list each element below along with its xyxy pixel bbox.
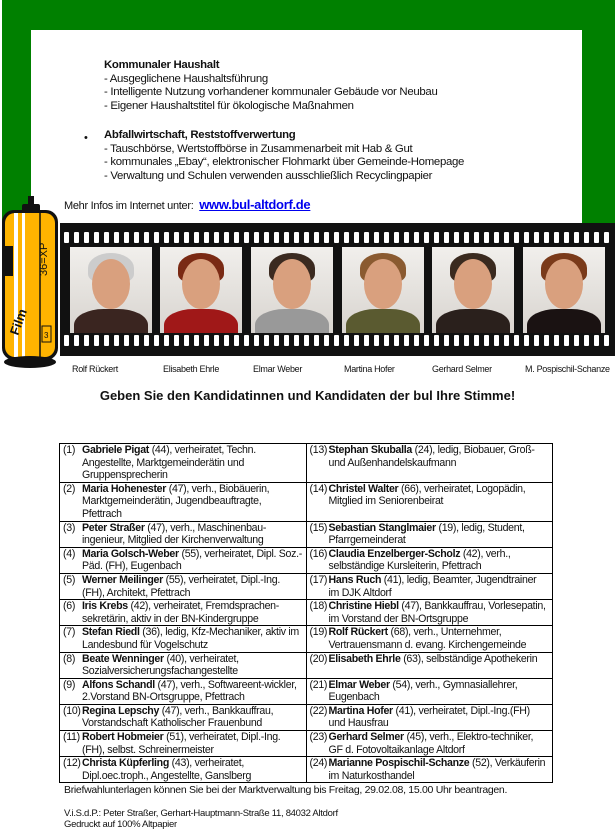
perforation-hole xyxy=(494,335,499,346)
candidate-details: (54), verh., Gymnasiallehrer, Eugenbach xyxy=(328,678,518,704)
candidate-name: Regina Lepschy xyxy=(82,704,160,717)
candidate-details: (24), ledig, Biobauer, Groß- und Außenhandelskaufmann xyxy=(328,444,535,469)
perforation-hole xyxy=(424,335,429,346)
perforation-hole xyxy=(74,335,79,346)
perforation-hole xyxy=(384,232,389,243)
perforation-hole xyxy=(84,232,89,243)
more-info-text: Mehr Infos im Internet unter: xyxy=(64,200,194,212)
table-row xyxy=(60,573,553,599)
candidate-details: (47), verh., Maschinenbau-ingenieur, Mitglied der Kirchenverwaltung xyxy=(82,521,267,547)
candidate-details: (52), Verkäuferin im Naturkosthandel xyxy=(328,757,546,782)
table-row xyxy=(60,626,553,652)
perforation-hole xyxy=(74,232,79,243)
candidate-number: (18) xyxy=(309,600,328,613)
candidate-number: (19) xyxy=(309,626,328,639)
perforation-hole xyxy=(124,232,129,243)
candidate-number: (23) xyxy=(309,731,328,744)
perforation-hole xyxy=(454,232,459,243)
list-item: - kommunales „Ebay“, elektronischer Flohmarkt über Gemeinde-Homepage xyxy=(104,156,465,169)
perforation-hole xyxy=(454,335,459,346)
perforation-hole xyxy=(94,232,99,243)
candidate-details: (43), verheiratet, Dipl.oec.troph., Angestellte, Ganslberg xyxy=(82,757,252,782)
candidate-photo xyxy=(523,247,605,333)
more-info xyxy=(64,197,310,212)
candidate-number: (5) xyxy=(63,573,76,586)
perforation-hole xyxy=(144,232,149,243)
perforation-hole xyxy=(334,335,339,346)
candidate-name: Beate Wenninger xyxy=(82,652,164,665)
candidate-number: (20) xyxy=(309,652,328,665)
list-item: - Ausgeglichene Haushaltsführung xyxy=(104,72,268,85)
perforation-hole xyxy=(204,335,209,346)
perforation-hole xyxy=(154,232,159,243)
section-abfallwirtschaft xyxy=(104,129,464,183)
perforation-hole xyxy=(344,232,349,243)
perforation-hole xyxy=(404,335,409,346)
photo-caption: Martina Hofer xyxy=(344,364,395,374)
perforation-hole xyxy=(244,232,249,243)
candidate-name: Sebastian Stanglmaier xyxy=(328,521,436,534)
film-count-label: 36=XP xyxy=(38,242,50,276)
perforation-hole xyxy=(64,335,69,346)
candidate-details: (55), verheiratet, Dipl.-Ing.(FH), Architekt, Pfettrach xyxy=(82,573,280,599)
perforation-hole xyxy=(274,232,279,243)
candidate-details: (45), verh., Elektro-techniker, GF d. Fotovoltaikanlage Altdorf xyxy=(328,731,534,756)
perforation-hole xyxy=(314,335,319,346)
perforation-hole xyxy=(484,232,489,243)
perforation-hole xyxy=(194,232,199,243)
candidate-name: Christine Hiebl xyxy=(328,600,399,613)
perforation-hole xyxy=(104,232,109,243)
candidate-table xyxy=(59,443,553,783)
candidate-name: Christa Küpferling xyxy=(82,757,170,770)
perforation-hole xyxy=(264,232,269,243)
perforation-hole xyxy=(164,232,169,243)
perforation-hole xyxy=(404,232,409,243)
candidate-photo xyxy=(160,247,242,333)
photo-caption: Elmar Weber xyxy=(253,364,303,374)
perforation-hole xyxy=(474,232,479,243)
perforation-hole xyxy=(344,335,349,346)
perforation-hole xyxy=(564,335,569,346)
perforation-hole xyxy=(224,335,229,346)
perforation-hole xyxy=(444,335,449,346)
perforation-hole xyxy=(304,232,309,243)
table-row xyxy=(60,600,553,626)
candidate-number: (4) xyxy=(63,547,76,560)
perforation-hole xyxy=(254,335,259,346)
perforation-hole xyxy=(284,232,289,243)
perforation-hole xyxy=(584,232,589,243)
candidate-cell xyxy=(60,547,307,573)
perforation-hole xyxy=(534,232,539,243)
candidate-name: Claudia Enzelberger-Scholz xyxy=(328,547,461,560)
candidate-cell xyxy=(60,704,307,730)
perforation-hole xyxy=(84,335,89,346)
candidate-number: (22) xyxy=(309,704,328,717)
candidate-cell xyxy=(60,600,307,626)
perforation-hole xyxy=(164,335,169,346)
table-row xyxy=(60,704,553,730)
candidate-details: (42), verheiratet, Fremdsprachen-sekretärin, aktiv in der BN-Kindergruppe xyxy=(82,600,279,625)
perforation-hole xyxy=(324,232,329,243)
list-item: - Intelligente Nutzung vorhandener kommunaler Gebäude vor Neubau xyxy=(104,86,438,99)
perforation-hole xyxy=(384,335,389,346)
list-item: - Tauschbörse, Wertstoffbörse in Zusammenarbeit mit Hab & Gut xyxy=(104,142,413,155)
table-row xyxy=(60,678,553,704)
perforation-hole xyxy=(284,335,289,346)
candidate-number: (15) xyxy=(309,521,328,534)
candidate-cell xyxy=(306,626,553,652)
candidate-number: (9) xyxy=(63,678,76,691)
perforation-hole xyxy=(174,232,179,243)
page-heading: Geben Sie den Kandidatinnen und Kandidaten der bul Ihre Stimme! xyxy=(99,388,516,403)
candidate-number: (14) xyxy=(309,482,328,495)
film-label: Film xyxy=(6,306,30,338)
candidate-details: (47), verh., Bankkauffrau, Vorstandschaft Katholischer Frauenbund xyxy=(82,704,274,730)
perforation-hole xyxy=(444,232,449,243)
candidate-name: Peter Straßer xyxy=(82,521,145,534)
candidate-name: Gabriele Pigat xyxy=(82,444,150,456)
candidate-photo xyxy=(70,247,152,333)
candidate-details: (68), verh., Unternehmer, Vertrauensmann d. evang. Kirchengemeinde xyxy=(328,626,527,651)
perforation-hole xyxy=(294,335,299,346)
perforation-hole xyxy=(594,232,599,243)
perforation-hole xyxy=(194,335,199,346)
candidate-cell xyxy=(60,444,307,483)
bullet-icon: • xyxy=(84,132,88,144)
perforation-hole xyxy=(64,232,69,243)
candidate-cell xyxy=(306,678,553,704)
candidate-details: (44), verheiratet, Techn. Angestellte, Marktgemeinderätin und Gruppensprecherin xyxy=(82,444,256,482)
perforation-hole xyxy=(524,232,529,243)
perforation-hole xyxy=(274,335,279,346)
list-item: - Eigener Haushaltstitel für ökologische Maßnahmen xyxy=(104,99,354,112)
candidate-number: (1) xyxy=(63,444,76,456)
website-link[interactable]: www.bul-altdorf.de xyxy=(199,197,311,212)
candidate-number: (17) xyxy=(309,573,328,586)
perforation-hole xyxy=(114,335,119,346)
perforation-hole xyxy=(244,335,249,346)
candidate-details: (66), verheiratet, Logopädin, Mitglied im Seniorenbeirat xyxy=(328,482,526,508)
perforation-hole xyxy=(184,232,189,243)
perforation-hole xyxy=(564,232,569,243)
candidate-details: (40), verheiratet, Sozialversicherungsfachangestellte xyxy=(82,652,239,678)
perforation-hole xyxy=(474,335,479,346)
candidate-cell xyxy=(306,444,553,483)
candidate-cell xyxy=(60,482,307,521)
section-title: Abfallwirtschaft, Reststoffverwertung xyxy=(104,129,296,141)
candidate-name: Christel Walter xyxy=(328,482,399,495)
perforation-hole xyxy=(134,335,139,346)
perforation-hole xyxy=(554,232,559,243)
candidate-cell xyxy=(60,652,307,678)
candidate-name: Werner Meilinger xyxy=(82,573,163,586)
candidate-photo xyxy=(251,247,333,333)
perforation-hole xyxy=(434,335,439,346)
list-item: - Verwaltung und Schulen verwenden ausschließlich Recyclingpapier xyxy=(104,169,433,182)
perforation-hole xyxy=(154,335,159,346)
candidate-cell xyxy=(60,757,307,783)
candidate-number: (10) xyxy=(63,704,81,717)
perforation-hole xyxy=(604,335,609,346)
perforation-hole xyxy=(264,335,269,346)
photo-caption: M. Pospischil-Schanze xyxy=(525,364,610,374)
perforation-hole xyxy=(324,335,329,346)
candidate-number: (7) xyxy=(63,626,76,639)
perforation-hole xyxy=(544,335,549,346)
perforation-hole xyxy=(304,335,309,346)
candidate-number: (11) xyxy=(63,731,80,744)
candidate-name: Hans Ruch xyxy=(328,573,382,586)
candidate-name: Elmar Weber xyxy=(328,678,390,691)
photo-caption: Elisabeth Ehrle xyxy=(163,364,220,374)
table-row xyxy=(60,757,553,783)
perforation-hole xyxy=(514,232,519,243)
perforation-hole xyxy=(354,335,359,346)
perforation-hole xyxy=(464,232,469,243)
candidate-details: (36), ledig, Kfz-Mechaniker, aktiv im Landesbund für Vogelschutz xyxy=(82,626,299,651)
candidate-number: (3) xyxy=(63,521,76,534)
section-kommunaler-haushalt xyxy=(104,59,438,113)
perforation-hole xyxy=(504,232,509,243)
film-canister-icon xyxy=(0,196,60,372)
candidate-name: Maria Hohenester xyxy=(82,482,167,495)
candidate-name: Iris Krebs xyxy=(82,600,128,613)
perforation-hole xyxy=(374,232,379,243)
perforation-hole xyxy=(104,335,109,346)
section-title: Kommunaler Haushalt xyxy=(104,59,220,71)
perforation-hole xyxy=(254,232,259,243)
candidate-cell xyxy=(306,704,553,730)
perforation-hole xyxy=(174,335,179,346)
perforation-hole xyxy=(434,232,439,243)
perforation-hole xyxy=(414,335,419,346)
perforation-hole xyxy=(554,335,559,346)
print-note: Gedruckt auf 100% Altpapier xyxy=(64,819,177,830)
perforation-hole xyxy=(504,335,509,346)
candidate-details: (55), verheiratet, Dipl. Soz.-Päd. (FH), Eugenbach xyxy=(82,547,303,573)
perforation-hole xyxy=(94,335,99,346)
candidate-cell xyxy=(60,731,307,757)
candidate-details: (51), verheiratet, Dipl.-Ing.(FH), selbst. Schreinermeister xyxy=(82,731,281,756)
candidate-cell xyxy=(306,652,553,678)
candidate-details: (41), ledig, Beamter, Jugendtrainer im DJK Altdorf xyxy=(328,573,537,599)
table-row xyxy=(60,521,553,547)
perforation-hole xyxy=(534,335,539,346)
perforation-hole xyxy=(354,232,359,243)
candidate-number: (24) xyxy=(309,757,328,770)
perforation-hole xyxy=(424,232,429,243)
candidate-cell xyxy=(306,547,553,573)
candidate-name: Stephan Skuballa xyxy=(328,444,413,456)
table-row xyxy=(60,731,553,757)
perforation-hole xyxy=(144,335,149,346)
candidate-name: Marianne Pospischil-Schanze xyxy=(328,757,470,770)
perforation-hole xyxy=(364,232,369,243)
perforation-hole xyxy=(224,232,229,243)
candidate-details: (47), Bankkauffrau, Vorlesepatin, im Vorstand der BN-Ortsgruppe xyxy=(328,600,546,625)
candidate-name: Robert Hobmeier xyxy=(82,731,164,744)
candidate-cell xyxy=(306,731,553,757)
candidate-cell xyxy=(306,521,553,547)
perforation-hole xyxy=(374,335,379,346)
candidate-cell xyxy=(306,573,553,599)
perforation-hole xyxy=(184,335,189,346)
table-row xyxy=(60,482,553,521)
perforation-hole xyxy=(484,335,489,346)
perforation-hole xyxy=(214,335,219,346)
candidate-cell xyxy=(306,600,553,626)
perforation-hole xyxy=(364,335,369,346)
perforation-hole xyxy=(114,232,119,243)
perforation-hole xyxy=(234,335,239,346)
candidate-name: Maria Golsch-Weber xyxy=(82,547,179,560)
perforation-hole xyxy=(414,232,419,243)
candidate-cell xyxy=(306,482,553,521)
photo-caption: Gerhard Selmer xyxy=(432,364,492,374)
perforation-hole xyxy=(604,232,609,243)
postal-vote-note: Briefwahlunterlagen können Sie bei der Marktverwaltung bis Freitag, 29.02.08, 15.00 Uhr beantragen. xyxy=(64,784,508,796)
candidate-number: (8) xyxy=(63,652,76,665)
candidate-cell xyxy=(60,521,307,547)
film-perforation-bottom xyxy=(64,335,611,346)
perforation-hole xyxy=(204,232,209,243)
perforation-hole xyxy=(574,232,579,243)
candidate-number: (6) xyxy=(63,600,76,613)
candidate-details: (47), verh., Biobäuerin, Marktgemeinderätin, Jugendbeauftragte, Pfettrach xyxy=(82,482,270,520)
perforation-hole xyxy=(214,232,219,243)
visdp: V.i.S.d.P.: Peter Straßer, Gerhart-Hauptmann-Straße 11, 84032 Altdorf xyxy=(64,808,338,819)
perforation-hole xyxy=(544,232,549,243)
perforation-hole xyxy=(594,335,599,346)
perforation-hole xyxy=(574,335,579,346)
candidate-name: Gerhard Selmer xyxy=(328,731,404,744)
candidate-details: (42), verh., selbständige Kursleiterin, Pfettrach xyxy=(328,547,511,573)
candidate-cell xyxy=(60,678,307,704)
film-perforation-top xyxy=(64,232,611,243)
candidate-details: (19), ledig, Student, Pfarrgemeinderat xyxy=(328,521,525,547)
candidate-number: (2) xyxy=(63,482,76,495)
perforation-hole xyxy=(394,232,399,243)
candidate-cell xyxy=(60,626,307,652)
imprint xyxy=(64,808,338,830)
perforation-hole xyxy=(584,335,589,346)
candidate-details: (47), verh., Softwareent-wickler, 2.Vorstand BN-Ortsgruppe, Pfettrach xyxy=(82,678,297,704)
candidate-number: (13) xyxy=(309,444,328,456)
candidate-name: Martina Hofer xyxy=(328,704,393,717)
table-row xyxy=(60,652,553,678)
candidate-photo xyxy=(432,247,514,333)
perforation-hole xyxy=(514,335,519,346)
candidate-number: (12) xyxy=(63,757,81,770)
perforation-hole xyxy=(314,232,319,243)
candidate-details: (41), verheiratet, Dipl.-Ing.(FH) und Hausfrau xyxy=(328,704,530,730)
candidate-number: (16) xyxy=(309,547,328,560)
perforation-hole xyxy=(334,232,339,243)
table-row xyxy=(60,547,553,573)
candidate-cell xyxy=(60,573,307,599)
candidate-name: Elisabeth Ehrle xyxy=(328,652,401,665)
candidate-name: Stefan Riedl xyxy=(82,626,140,639)
candidate-photo xyxy=(342,247,424,333)
candidate-number: (21) xyxy=(309,678,328,691)
perforation-hole xyxy=(494,232,499,243)
photo-caption: Rolf Rückert xyxy=(72,364,118,374)
perforation-hole xyxy=(524,335,529,346)
candidate-name: Rolf Rückert xyxy=(328,626,388,639)
perforation-hole xyxy=(464,335,469,346)
film-number: 3 xyxy=(44,331,49,340)
candidate-cell xyxy=(306,757,553,783)
candidate-details: (63), selbständige Apothekerin xyxy=(400,652,538,665)
table-row xyxy=(60,444,553,483)
perforation-hole xyxy=(294,232,299,243)
perforation-hole xyxy=(124,335,129,346)
candidate-name: Alfons Schandl xyxy=(82,678,155,691)
perforation-hole xyxy=(134,232,139,243)
perforation-hole xyxy=(234,232,239,243)
perforation-hole xyxy=(394,335,399,346)
